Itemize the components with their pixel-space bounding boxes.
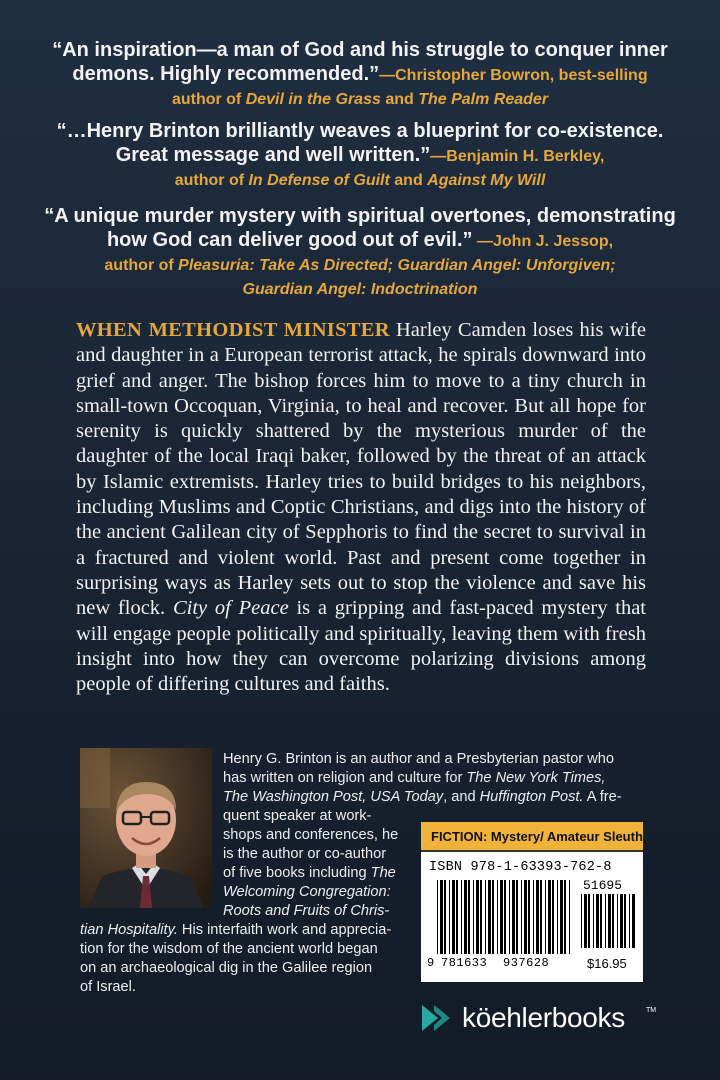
- barcode-bar: [485, 880, 486, 954]
- bio-text: , and: [443, 789, 480, 805]
- quote-attribution: —Benjamin H. Berkley,: [430, 148, 605, 165]
- bio-line: [223, 902, 389, 921]
- quote-text: “A unique murder mystery with spiritual overtones, demonstrating how God can deliver good out of evil.”: [44, 205, 676, 251]
- description-text-2: is a gripping and fast-paced mystery that will engage people politically and spiritually, leaving them with fresh insight into how they can overcome polarizing divisions among people of differing cultures and faiths.: [76, 597, 646, 696]
- description-text: Harley Camden loses his wife and daughter in a European terrorist attack, he spirals downward into grief and anger. The bishop forces him to move to a tiny church in small-town Occoquan, Virginia, to heal and recover. But all hope for serenity is quickly shattered by the mysterious murder of the daughter of the local Iraqi baker, followed by the threat of an attack by Islamic extremists. Harley tries to build bridges to his neighbors, including Muslims and Coptic Christians, and digs into the history of the ancient Galilean city of Sepphoris to find the secret to survival in a fractured and violent world. Past and present come together in surprising ways as Harley sets out to stop the violence and save his new flock.: [76, 319, 646, 620]
- book-title: Guardian Angel: Indoctrination: [242, 281, 478, 298]
- description-lead: WHEN METHODIST MINISTER: [76, 319, 390, 341]
- price: $16.95: [587, 956, 627, 971]
- barcode-bar: [524, 880, 527, 954]
- book-title: In Defense of Guilt: [248, 172, 390, 189]
- barcode-bar: [620, 894, 623, 948]
- barcode-bar: [548, 880, 551, 954]
- barcode-bar: [629, 894, 630, 948]
- barcode-bar: [468, 880, 470, 954]
- publication-name: The Washington Post, USA Today: [223, 789, 444, 805]
- barcode-bar: [504, 880, 506, 954]
- barcode-bar: [488, 880, 491, 954]
- barcode-bar: [596, 894, 599, 948]
- bio-text: has written on religion and culture for: [223, 770, 467, 786]
- price-code: 51695: [583, 878, 623, 893]
- barcode-digit-lead: 9: [427, 956, 435, 970]
- bio-line: [223, 883, 391, 902]
- bio-line: Henry G. Brinton is an author and a Presbyterian pastor who: [223, 751, 614, 767]
- barcode-bar: [464, 880, 467, 954]
- barcode-bar: [605, 894, 606, 948]
- barcode-bar: [440, 880, 443, 954]
- barcode-bar: [608, 894, 611, 948]
- quote-attribution: —Christopher Bowron, best-selling: [379, 67, 648, 84]
- barcode-bar: [569, 880, 570, 954]
- barcode-bar: [449, 880, 450, 954]
- bio-line: quent speaker at work-: [223, 808, 372, 824]
- trademark: TM: [646, 1007, 657, 1014]
- barcode-panel: [421, 822, 643, 982]
- barcode-bar: [536, 880, 539, 954]
- barcode-bar: [480, 880, 482, 954]
- bio-line: [80, 921, 391, 940]
- barcode-bar: [540, 880, 542, 954]
- publication-name: The New York Times,: [466, 770, 606, 786]
- bio-line: shops and conferences, he: [223, 827, 399, 843]
- quote-attribution-line: author of: [104, 257, 179, 274]
- barcode-bar: [500, 880, 503, 954]
- bio-line: tion for the wisdom of the ancient world began: [80, 941, 378, 957]
- quote-text: “An inspiration—a man of God and his struggle to conquer inner demons. Highly recommended.”: [52, 39, 668, 85]
- barcode-bar: [560, 880, 563, 954]
- bio-line: [223, 864, 396, 883]
- book-title: Roots and Fruits of Chris-: [223, 903, 390, 919]
- bio-text: His interfaith work and apprecia-: [177, 922, 392, 938]
- book-title: The Palm Reader: [418, 91, 549, 108]
- endorsement-quote-1: [40, 38, 680, 110]
- author-portrait-illustration: [80, 748, 212, 908]
- barcode-bar: [593, 894, 594, 948]
- barcode-bar: [528, 880, 530, 954]
- book-title: Welcoming Congregation:: [223, 884, 391, 900]
- endorsement-quote-3: [40, 204, 680, 300]
- barcode-bar: [444, 880, 446, 954]
- barcode-bar: [564, 880, 566, 954]
- barcode-digits-right: 937628: [503, 956, 550, 970]
- barcode-bar: [612, 894, 614, 948]
- author-photo: [80, 748, 212, 908]
- isbn-text: ISBN 978-1-63393-762-8: [429, 860, 612, 875]
- publication-name: Huffington Post.: [479, 789, 584, 805]
- barcode-bar: [557, 880, 558, 954]
- barcode-bar: [617, 894, 618, 948]
- quote-attribution: —John J. Jessop,: [472, 233, 614, 250]
- bio-line: [223, 769, 605, 788]
- barcode-bar: [533, 880, 534, 954]
- barcode-bar: [581, 894, 582, 948]
- genre-label: FICTION: Mystery/ Amateur Sleuth: [421, 822, 643, 852]
- barcode-bar: [545, 880, 546, 954]
- book-title: Against My Will: [427, 172, 546, 189]
- barcode-bar: [476, 880, 479, 954]
- publisher-logo: [420, 1003, 660, 1033]
- book-title-inline: City of Peace: [172, 597, 289, 620]
- quote-attribution-line: author of: [171, 91, 246, 108]
- barcode-bar: [452, 880, 455, 954]
- bio-line: of Israel.: [80, 979, 136, 995]
- endorsement-quote-2: [40, 119, 680, 191]
- conjunction: and: [380, 91, 419, 108]
- barcode-bar: [456, 880, 458, 954]
- bio-line: [223, 788, 622, 807]
- barcode-bar: [584, 894, 587, 948]
- publisher-name: köehlerbooks: [462, 1002, 625, 1033]
- barcode-bar: [473, 880, 474, 954]
- quote-text: “…Henry Brinton brilliantly weaves a blueprint for co-existence. Great message and well written.”: [56, 120, 664, 166]
- conjunction: and: [389, 172, 428, 189]
- barcode-bar: [600, 894, 602, 948]
- barcode-bar: [632, 894, 635, 948]
- bio-text: of five books including: [223, 865, 371, 881]
- barcode-bar: [588, 894, 590, 948]
- book-title: tian Hospitality.: [80, 922, 178, 938]
- bio-line: is the author or co-author: [223, 846, 387, 862]
- barcode-bar: [437, 880, 438, 954]
- book-title: Pleasuria: Take As Directed; Guardian Angel: Unforgiven;: [178, 257, 616, 274]
- barcode-bar: [516, 880, 518, 954]
- barcode-bar: [509, 880, 510, 954]
- barcode-bar: [552, 880, 554, 954]
- barcode-bar: [512, 880, 515, 954]
- book-title: Devil in the Grass: [245, 91, 381, 108]
- quote-attribution-line: author of: [174, 172, 249, 189]
- barcode-bar: [521, 880, 522, 954]
- barcode-bar: [497, 880, 498, 954]
- bio-text: A fre-: [583, 789, 622, 805]
- book-title: The: [370, 865, 396, 881]
- barcode-digits-left: 781633: [441, 956, 488, 970]
- bio-line: on an archaeological dig in the Galilee region: [80, 960, 373, 976]
- book-description: [76, 318, 646, 697]
- barcode-bar: [461, 880, 462, 954]
- barcode-bar: [624, 894, 626, 948]
- barcode-bar: [492, 880, 494, 954]
- publisher-mark-icon: [420, 1003, 454, 1033]
